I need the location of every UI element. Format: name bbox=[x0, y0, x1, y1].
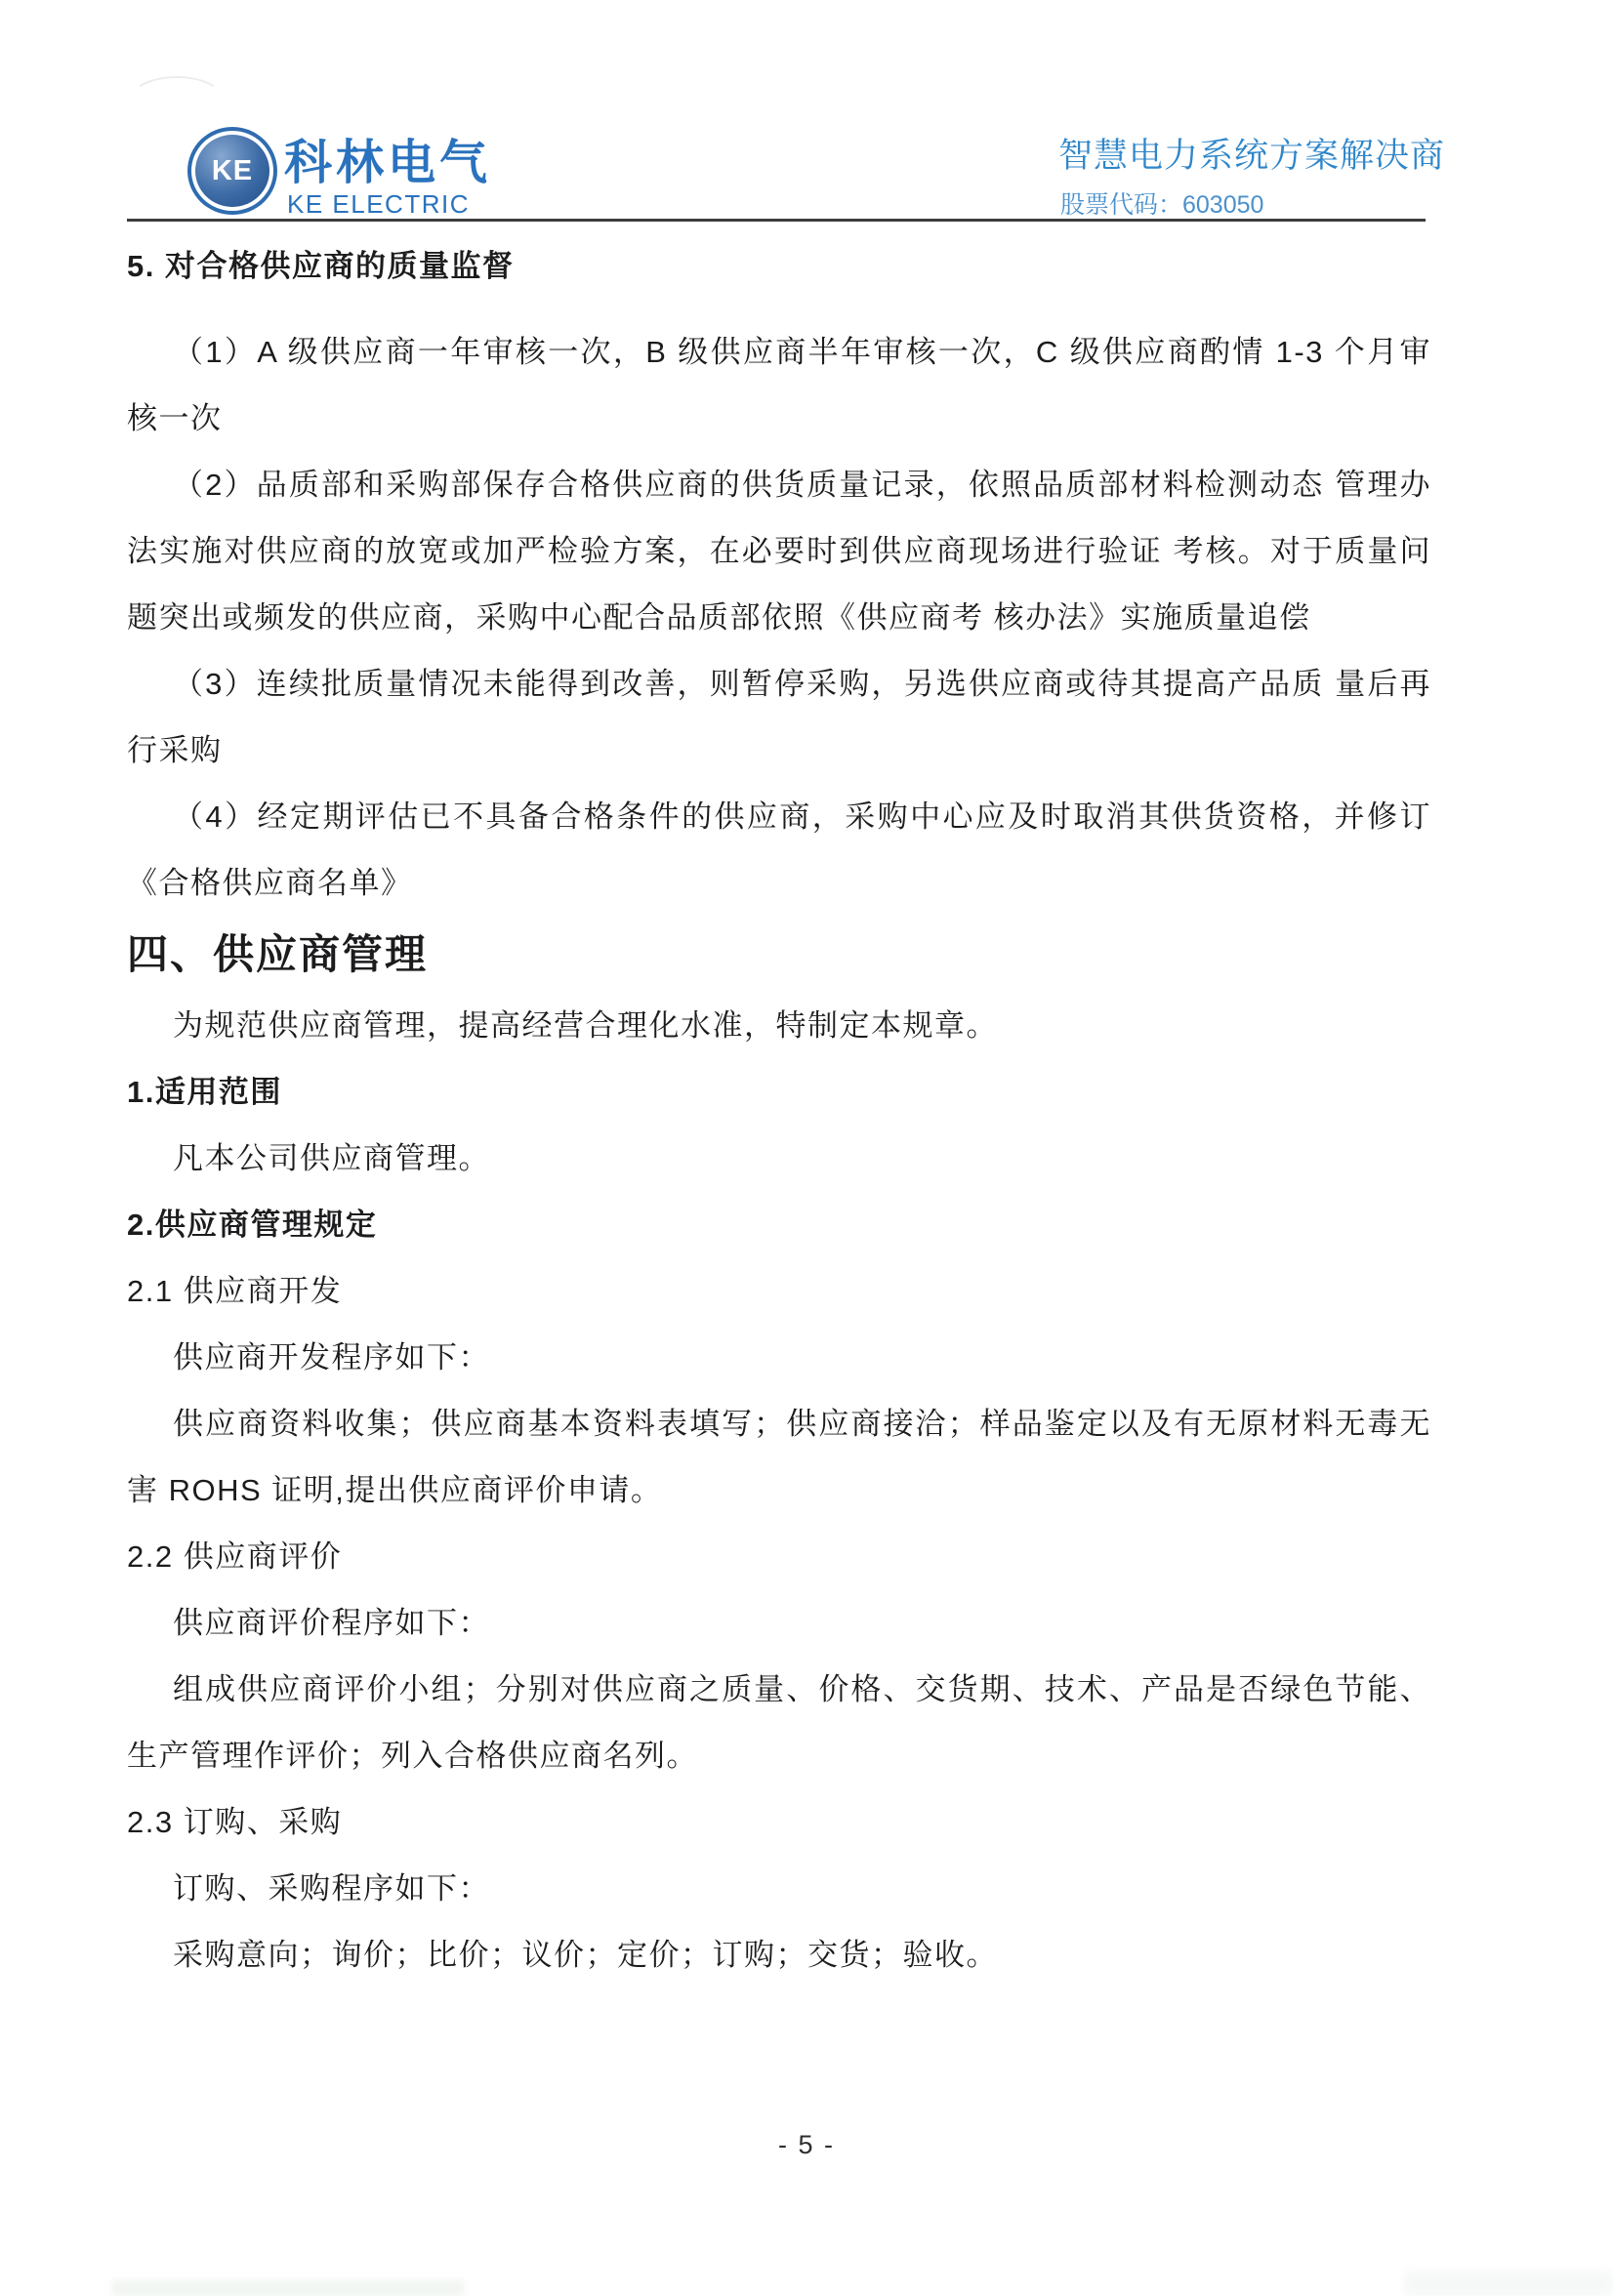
doc-paragraph-evaluation-procedure-label: 供应商评价程序如下： bbox=[173, 1606, 490, 1640]
scan-artifact bbox=[130, 76, 224, 123]
ke-logo-disc bbox=[195, 135, 269, 207]
doc-subheading-supplier-development: 2.1 供应商开发 bbox=[127, 1274, 343, 1308]
doc-heading-scope: 1.适用范围 bbox=[127, 1075, 282, 1109]
doc-heading-quality-supervision: 5. 对合格供应商的质量监督 bbox=[127, 249, 515, 283]
company-name-cn: 科林电气 bbox=[284, 137, 492, 189]
doc-heading-supplier-management: 四、供应商管理 bbox=[127, 931, 429, 977]
doc-paragraph-scope: 凡本公司供应商管理。 bbox=[173, 1141, 490, 1175]
doc-paragraph-purpose: 为规范供应商管理，提高经营合理化水准，特制定本规章。 bbox=[173, 1008, 998, 1043]
doc-heading-management-rules: 2.供应商管理规定 bbox=[127, 1208, 378, 1242]
doc-paragraph-evaluation-procedure: 组成供应商评价小组；分别对供应商之质量、价格、交货期、技术、产品是否绿色节能、生产管理作评价；列入合格供应商名列。 bbox=[127, 1672, 1431, 1773]
page-number: - 5 - bbox=[777, 2130, 835, 2159]
doc-paragraph-purchasing-procedure-label: 订购、采购程序如下： bbox=[173, 1871, 490, 1906]
scan-artifact bbox=[1404, 2271, 1613, 2296]
doc-paragraph-development-procedure: 供应商资料收集；供应商基本资料表填写；供应商接洽；样品鉴定以及有无原材料无毒无害 ROHS 证明,提出供应商评价申请。 bbox=[127, 1407, 1431, 1507]
doc-subheading-supplier-evaluation: 2.2 供应商评价 bbox=[127, 1539, 343, 1574]
stock-code: 股票代码：603050 bbox=[1060, 191, 1264, 219]
scan-artifact bbox=[112, 2280, 464, 2296]
doc-paragraph-purchasing-procedure: 采购意向；询价；比价；议价；定价；订购；交货；验收。 bbox=[173, 1938, 998, 1972]
header-divider bbox=[127, 219, 1426, 222]
doc-paragraph-development-procedure-label: 供应商开发程序如下： bbox=[173, 1340, 490, 1374]
ke-logo-icon bbox=[187, 127, 277, 215]
document-body bbox=[127, 233, 1431, 1988]
doc-subheading-ordering-purchasing: 2.3 订购、采购 bbox=[127, 1805, 343, 1839]
company-name-en: KE ELECTRIC bbox=[287, 189, 470, 219]
doc-paragraph-suspend-purchase: （3）连续批质量情况未能得到改善，则暂停采购，另选供应商或待其提高产品质 量后再行采购 bbox=[127, 667, 1431, 767]
doc-paragraph-revoke-qualification: （4）经定期评估已不具备合格条件的供应商，采购中心应及时取消其供货资格，并修订《合格供应商名单》 bbox=[127, 800, 1431, 900]
doc-paragraph-audit-frequency: （1）A 级供应商一年审核一次，B 级供应商半年审核一次，C 级供应商酌情 1-3 个月审核一次 bbox=[127, 335, 1431, 435]
header-slogan: 智慧电力系统方案解决商 bbox=[1058, 137, 1446, 175]
doc-paragraph-quality-records: （2）品质部和采购部保存合格供应商的供货质量记录，依照品质部材料检测动态 管理办法实施对供应商的放宽或加严检验方案，在必要时到供应商现场进行验证 考核。对于质量问题突出或频发的供应商，采购中心配合品质部依照《供应商考 核办法》实施质量追偿 bbox=[127, 468, 1431, 635]
logo-monogram: KE bbox=[211, 154, 254, 186]
